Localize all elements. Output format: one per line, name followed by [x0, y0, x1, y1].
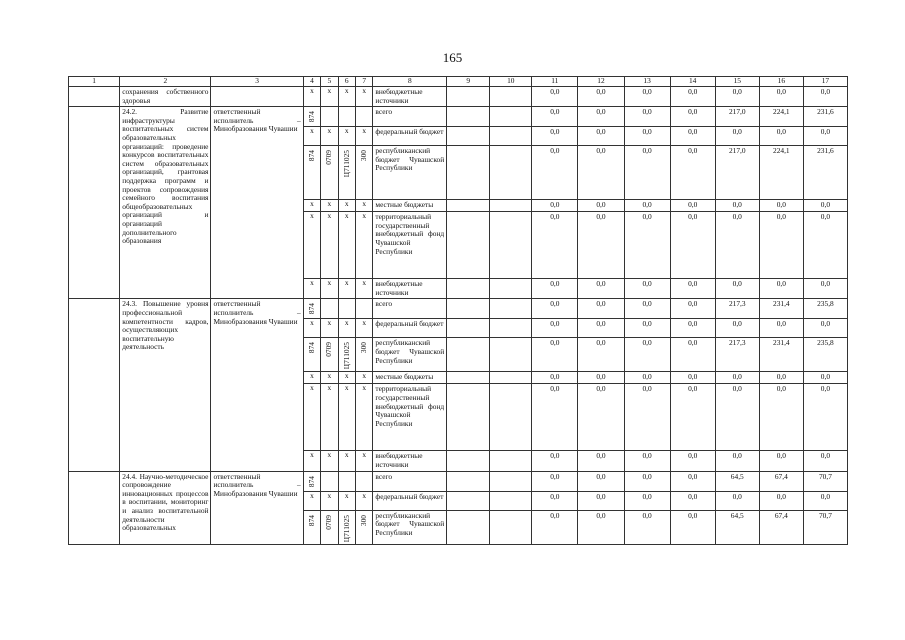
block-3-row-2-value-11: 0,0: [532, 491, 578, 510]
block-3-row-1-value-12: 0,0: [578, 471, 624, 491]
block-1-row-5-code-2: x: [321, 212, 338, 279]
block-1-row-3-code-3: [338, 146, 355, 200]
block-2-row-6-value-17: 0,0: [803, 451, 847, 471]
code-value: Ц711025: [341, 342, 351, 370]
table-row: [69, 471, 848, 491]
block-2-row-6-code-3: x: [338, 451, 355, 471]
block-2-row-1-value-14: 0,0: [670, 299, 715, 319]
block-1-row-4-value-12: 0,0: [578, 200, 624, 212]
block-3-row-3-source: республиканский бюджет Чувашской Республики: [373, 510, 447, 544]
block-2-row-5-col9: [447, 384, 490, 451]
block-1-row-4-value-16: 0,0: [759, 200, 803, 212]
block-1-row-5-value-16: 0,0: [759, 212, 803, 279]
header-cell-10: 10: [490, 77, 532, 87]
block-2-row-2-code-2: x: [321, 319, 338, 338]
block-2-row-2-col9: [447, 319, 490, 338]
block-1-row-2-value-13: 0,0: [624, 127, 670, 146]
code-value: 874: [306, 514, 316, 526]
block-2-row-5-code-4: x: [355, 384, 372, 451]
block-3-row-2-value-17: 0,0: [803, 491, 847, 510]
block-1-row-1-code-4: [355, 107, 372, 127]
carry-value-11: 0,0: [532, 87, 578, 107]
block-1-row-1-value-15: 217,0: [715, 107, 759, 127]
block-1-row-2-value-15: 0,0: [715, 127, 759, 146]
block-3-row-1-code-4: [355, 471, 372, 491]
block-2-row-3-value-13: 0,0: [624, 338, 670, 372]
block-1-row-5-value-11: 0,0: [532, 212, 578, 279]
carry-value-17: 0,0: [803, 87, 847, 107]
block-2-row-6-value-12: 0,0: [578, 451, 624, 471]
block-2-row-5-value-15: 0,0: [715, 384, 759, 451]
block-1-row-6-code-1: x: [303, 279, 320, 299]
block-2-row-5-code-2: x: [321, 384, 338, 451]
table-row: [69, 107, 848, 127]
block-1-row-3-source: республиканский бюджет Чувашской Республики: [373, 146, 447, 200]
block-3-row-1-value-15: 64,5: [715, 471, 759, 491]
block-2-row-4-value-13: 0,0: [624, 372, 670, 384]
block-1-row-2-value-14: 0,0: [670, 127, 715, 146]
carry-row: [69, 87, 848, 107]
block-2-row-2-col10: [490, 319, 532, 338]
block-1-row-5-value-17: 0,0: [803, 212, 847, 279]
block-1-text: 24.2. Развитие инфраструктуры воспитательных систем образовательных организаций: проведение конкурсов воспитательных систем образовательных организаций, грантовая поддержка программ и проектов сопровождения семейного воспитания общеобразовательных организаций и организаций дополнительного образования: [120, 107, 211, 299]
block-2-row-3-value-12: 0,0: [578, 338, 624, 372]
block-1-row-3-value-17: 231,6: [803, 146, 847, 200]
block-1-row-3-value-13: 0,0: [624, 146, 670, 200]
block-2-row-3-value-14: 0,0: [670, 338, 715, 372]
block-2-row-5-value-13: 0,0: [624, 384, 670, 451]
header-cell-8: 8: [373, 77, 447, 87]
block-2-row-2-value-14: 0,0: [670, 319, 715, 338]
block-1-row-3-code-4: [355, 146, 372, 200]
header-cell-2: 2: [120, 77, 211, 87]
block-1-row-1-value-17: 231,6: [803, 107, 847, 127]
carry-code-3: x: [338, 87, 355, 107]
block-3-row-2-code-3: x: [338, 491, 355, 510]
block-1-row-1-value-14: 0,0: [670, 107, 715, 127]
block-2-row-1-value-11: 0,0: [532, 299, 578, 319]
header-cell-3: 3: [211, 77, 303, 87]
block-3-row-2-code-4: x: [355, 491, 372, 510]
header-cell-5: 5: [321, 77, 338, 87]
block-2-row-2-source: федеральный бюджет: [373, 319, 447, 338]
block-3-row-2-value-16: 0,0: [759, 491, 803, 510]
block-2-row-1-code-3: [338, 299, 355, 319]
block-2-row-4-value-14: 0,0: [670, 372, 715, 384]
block-1-row-4-value-17: 0,0: [803, 200, 847, 212]
block-3-row-1-value-13: 0,0: [624, 471, 670, 491]
block-1-row-3-value-15: 217,0: [715, 146, 759, 200]
block-3-row-1-value-11: 0,0: [532, 471, 578, 491]
block-1-row-4-code-1: x: [303, 200, 320, 212]
block-2-row-6-code-4: x: [355, 451, 372, 471]
carry-code-4: x: [355, 87, 372, 107]
block-2-row-4-value-15: 0,0: [715, 372, 759, 384]
block-1-row-1-col9: [447, 107, 490, 127]
block-3-row-3-value-11: 0,0: [532, 510, 578, 544]
block-2-row-5-source: территориальный государственный внебюджетный фонд Чувашской Республики: [373, 384, 447, 451]
block-1-row-6-value-13: 0,0: [624, 279, 670, 299]
block-1-row-2-value-11: 0,0: [532, 127, 578, 146]
block-3-row-3-code-2: [321, 510, 338, 544]
block-3-row-3-code-4: [355, 510, 372, 544]
block-3-row-3-code-3: [338, 510, 355, 544]
code-value: 300: [359, 342, 369, 354]
block-2-row-1-value-13: 0,0: [624, 299, 670, 319]
block-1-row-5-col9: [447, 212, 490, 279]
block-2-row-6-value-11: 0,0: [532, 451, 578, 471]
carry-value-16: 0,0: [759, 87, 803, 107]
block-1-row-4-value-11: 0,0: [532, 200, 578, 212]
block-1-row-2-col9: [447, 127, 490, 146]
block-1-row-4-col10: [490, 200, 532, 212]
code-value: 300: [359, 514, 369, 526]
code-value: 0709: [324, 342, 334, 358]
carry-col3: [211, 87, 303, 107]
block-3-row-1-code-1: [303, 471, 320, 491]
page-number: 165: [442, 50, 463, 65]
block-2-row-2-value-17: 0,0: [803, 319, 847, 338]
block-1-executor: ответственный исполнитель – Минобразования Чувашии: [211, 107, 303, 299]
block-3-row-2-code-2: x: [321, 491, 338, 510]
block-2-row-4-code-3: x: [338, 372, 355, 384]
block-2-row-4-value-16: 0,0: [759, 372, 803, 384]
block-1-row-1-col10: [490, 107, 532, 127]
budget-table: [68, 76, 848, 545]
carry-value-12: 0,0: [578, 87, 624, 107]
block-3-row-3-value-14: 0,0: [670, 510, 715, 544]
block-1-row-3-code-2: [321, 146, 338, 200]
block-2-row-6-col10: [490, 451, 532, 471]
header-cell-6: 6: [338, 77, 355, 87]
block-2-row-3-code-2: [321, 338, 338, 372]
carry-code-1: x: [303, 87, 320, 107]
block-3-text: 24.4. Научно-методическое сопровождение инновационных процессов в воспитании, мониторинг и анализ воспитательной деятельности образовательных: [120, 471, 211, 544]
code-value: 874: [306, 475, 316, 487]
block-1-row-6-col10: [490, 279, 532, 299]
block-1-row-6-value-12: 0,0: [578, 279, 624, 299]
block-1-row-2-value-12: 0,0: [578, 127, 624, 146]
block-3-row-2-col9: [447, 491, 490, 510]
block-1-row-4-code-2: x: [321, 200, 338, 212]
block-2-row-1-code-2: [321, 299, 338, 319]
block-1-row-5-value-12: 0,0: [578, 212, 624, 279]
block-2-row-5-col10: [490, 384, 532, 451]
header-cell-1: 1: [69, 77, 120, 87]
block-3-row-3-value-16: 67,4: [759, 510, 803, 544]
header-cell-14: 14: [670, 77, 715, 87]
block-2-row-3-value-11: 0,0: [532, 338, 578, 372]
block-1-row-5-value-14: 0,0: [670, 212, 715, 279]
block-2-row-5-value-11: 0,0: [532, 384, 578, 451]
block-1-row-1-value-12: 0,0: [578, 107, 624, 127]
block-3-row-1-value-17: 70,7: [803, 471, 847, 491]
block-3-row-1-code-3: [338, 471, 355, 491]
block-1-row-6-value-11: 0,0: [532, 279, 578, 299]
block-1-row-6-value-15: 0,0: [715, 279, 759, 299]
block-2-row-3-code-3: [338, 338, 355, 372]
block-1-row-6-value-16: 0,0: [759, 279, 803, 299]
block-2-row-1-source: всего: [373, 299, 447, 319]
block-3-row-2-value-14: 0,0: [670, 491, 715, 510]
block-3-row-3-value-13: 0,0: [624, 510, 670, 544]
block-1-row-4-code-3: x: [338, 200, 355, 212]
block-2-row-4-source: местные бюджеты: [373, 372, 447, 384]
block-1-row-3-value-14: 0,0: [670, 146, 715, 200]
carry-value-14: 0,0: [670, 87, 715, 107]
block-1-row-4-source: местные бюджеты: [373, 200, 447, 212]
header-cell-17: 17: [803, 77, 847, 87]
code-value: Ц711025: [341, 150, 351, 178]
header-cell-12: 12: [578, 77, 624, 87]
block-3-row-2-value-15: 0,0: [715, 491, 759, 510]
code-value: 0709: [324, 514, 334, 530]
block-2-row-1-value-15: 217,3: [715, 299, 759, 319]
block-3-row-1-col10: [490, 471, 532, 491]
block-1-row-3-value-16: 224,1: [759, 146, 803, 200]
block-1-col1: [69, 107, 120, 299]
block-1-row-6-source: внебюджетные источники: [373, 279, 447, 299]
block-1-row-5-col10: [490, 212, 532, 279]
block-1-row-5-value-13: 0,0: [624, 212, 670, 279]
header-cell-9: 9: [447, 77, 490, 87]
block-2-row-6-value-16: 0,0: [759, 451, 803, 471]
block-2-row-4-code-2: x: [321, 372, 338, 384]
block-3-row-3-col9: [447, 510, 490, 544]
block-2-row-1-value-12: 0,0: [578, 299, 624, 319]
block-3-row-2-value-12: 0,0: [578, 491, 624, 510]
block-1-row-3-value-11: 0,0: [532, 146, 578, 200]
block-2-row-2-value-13: 0,0: [624, 319, 670, 338]
code-value: 0709: [324, 150, 334, 165]
block-1-row-2-value-16: 0,0: [759, 127, 803, 146]
code-value: 874: [306, 342, 316, 354]
block-1-row-2-code-3: x: [338, 127, 355, 146]
block-2-row-6-value-14: 0,0: [670, 451, 715, 471]
block-1-row-2-col10: [490, 127, 532, 146]
block-1-row-1-value-16: 224,1: [759, 107, 803, 127]
block-2-col1: [69, 299, 120, 471]
block-2-row-6-col9: [447, 451, 490, 471]
carry-col1: [69, 87, 120, 107]
block-1-row-6-value-17: 0,0: [803, 279, 847, 299]
block-3-row-2-code-1: x: [303, 491, 320, 510]
block-1-row-3-code-1: [303, 146, 320, 200]
block-1-row-5-source: территориальный государственный внебюджетный фонд Чувашской Республики: [373, 212, 447, 279]
block-2-row-3-value-17: 235,8: [803, 338, 847, 372]
block-3-row-3-code-1: [303, 510, 320, 544]
header-cell-16: 16: [759, 77, 803, 87]
block-1-row-4-col9: [447, 200, 490, 212]
block-2-row-2-value-11: 0,0: [532, 319, 578, 338]
block-2-row-2-value-12: 0,0: [578, 319, 624, 338]
block-3-row-2-source: федеральный бюджет: [373, 491, 447, 510]
block-3-row-2-col10: [490, 491, 532, 510]
block-3-row-3-value-12: 0,0: [578, 510, 624, 544]
header-cell-4: 4: [303, 77, 320, 87]
block-2-row-3-col9: [447, 338, 490, 372]
block-2-row-3-code-4: [355, 338, 372, 372]
block-1-row-3-value-12: 0,0: [578, 146, 624, 200]
block-3-row-1-value-16: 67,4: [759, 471, 803, 491]
block-1-row-6-code-4: x: [355, 279, 372, 299]
block-2-row-1-value-17: 235,8: [803, 299, 847, 319]
block-1-row-5-value-15: 0,0: [715, 212, 759, 279]
block-3-executor: ответственный исполнитель – Минобразования Чувашии: [211, 471, 303, 544]
block-1-row-3-col9: [447, 146, 490, 200]
block-2-row-5-value-17: 0,0: [803, 384, 847, 451]
block-1-row-5-code-3: x: [338, 212, 355, 279]
block-1-row-6-code-2: x: [321, 279, 338, 299]
block-2-row-2-value-16: 0,0: [759, 319, 803, 338]
block-2-row-1-col9: [447, 299, 490, 319]
code-value: Ц711025: [341, 514, 351, 542]
block-1-row-2-source: федеральный бюджет: [373, 127, 447, 146]
block-2-row-2-code-4: x: [355, 319, 372, 338]
block-3-row-1-value-14: 0,0: [670, 471, 715, 491]
block-2-row-2-code-3: x: [338, 319, 355, 338]
block-2-row-3-value-16: 231,4: [759, 338, 803, 372]
block-2-row-4-col9: [447, 372, 490, 384]
block-2-row-1-value-16: 231,4: [759, 299, 803, 319]
code-value: 874: [306, 150, 316, 162]
block-3-row-3-value-15: 64,5: [715, 510, 759, 544]
block-2-row-4-value-11: 0,0: [532, 372, 578, 384]
header-row: [69, 77, 848, 87]
carry-text: сохранения собственного здоровья: [120, 87, 211, 107]
carry-col9: [447, 87, 490, 107]
block-3-row-3-col10: [490, 510, 532, 544]
block-2-row-5-value-16: 0,0: [759, 384, 803, 451]
block-2-row-1-code-4: [355, 299, 372, 319]
block-2-row-6-code-2: x: [321, 451, 338, 471]
block-2-row-2-code-1: x: [303, 319, 320, 338]
block-2-row-3-col10: [490, 338, 532, 372]
block-1-row-1-value-13: 0,0: [624, 107, 670, 127]
block-2-row-1-col10: [490, 299, 532, 319]
block-2-row-4-value-17: 0,0: [803, 372, 847, 384]
block-2-row-5-code-3: x: [338, 384, 355, 451]
block-2-row-2-value-15: 0,0: [715, 319, 759, 338]
block-2-row-5-code-1: x: [303, 384, 320, 451]
block-2-executor: ответственный исполнитель – Минобразования Чувашии: [211, 299, 303, 471]
block-1-row-2-value-17: 0,0: [803, 127, 847, 146]
block-1-row-6-value-14: 0,0: [670, 279, 715, 299]
block-2-row-6-value-15: 0,0: [715, 451, 759, 471]
block-2-row-3-source: республиканский бюджет Чувашской Республики: [373, 338, 447, 372]
block-1-row-6-code-3: x: [338, 279, 355, 299]
header-cell-15: 15: [715, 77, 759, 87]
block-1-row-4-value-14: 0,0: [670, 200, 715, 212]
block-2-row-4-col10: [490, 372, 532, 384]
block-1-row-4-value-15: 0,0: [715, 200, 759, 212]
block-1-row-1-code-3: [338, 107, 355, 127]
block-1-row-1-value-11: 0,0: [532, 107, 578, 127]
header-cell-7: 7: [355, 77, 372, 87]
block-3-row-3-value-17: 70,7: [803, 510, 847, 544]
code-value: 874: [306, 111, 316, 123]
code-value: 874: [306, 303, 316, 315]
block-2-row-5-value-12: 0,0: [578, 384, 624, 451]
block-1-row-4-code-4: x: [355, 200, 372, 212]
block-1-row-5-code-1: x: [303, 212, 320, 279]
block-2-row-6-value-13: 0,0: [624, 451, 670, 471]
header-cell-11: 11: [532, 77, 578, 87]
block-1-row-4-value-13: 0,0: [624, 200, 670, 212]
carry-code-2: x: [321, 87, 338, 107]
block-1-row-2-code-2: x: [321, 127, 338, 146]
block-1-row-5-code-4: x: [355, 212, 372, 279]
block-1-row-1-source: всего: [373, 107, 447, 127]
block-2-row-1-code-1: [303, 299, 320, 319]
header-cell-13: 13: [624, 77, 670, 87]
carry-col10: [490, 87, 532, 107]
block-2-row-3-value-15: 217,3: [715, 338, 759, 372]
block-2-row-6-code-1: x: [303, 451, 320, 471]
carry-source: внебюджетные источники: [373, 87, 447, 107]
block-1-row-2-code-4: x: [355, 127, 372, 146]
block-3-row-1-code-2: [321, 471, 338, 491]
carry-value-15: 0,0: [715, 87, 759, 107]
block-1-row-1-code-1: [303, 107, 320, 127]
block-1-row-3-col10: [490, 146, 532, 200]
block-3-row-1-col9: [447, 471, 490, 491]
block-2-row-4-code-1: x: [303, 372, 320, 384]
code-value: 300: [359, 150, 369, 162]
block-2-row-4-value-12: 0,0: [578, 372, 624, 384]
block-1-row-2-code-1: x: [303, 127, 320, 146]
block-3-row-2-value-13: 0,0: [624, 491, 670, 510]
carry-value-13: 0,0: [624, 87, 670, 107]
block-3-col1: [69, 471, 120, 544]
block-3-row-1-source: всего: [373, 471, 447, 491]
block-1-row-1-code-2: [321, 107, 338, 127]
block-1-row-6-col9: [447, 279, 490, 299]
block-2-text: 24.3. Повышение уровня профессиональной компетентности кадров, осуществляющих воспитательную деятельность: [120, 299, 211, 471]
block-2-row-5-value-14: 0,0: [670, 384, 715, 451]
block-2-row-6-source: внебюджетные источники: [373, 451, 447, 471]
block-2-row-4-code-4: x: [355, 372, 372, 384]
block-2-row-3-code-1: [303, 338, 320, 372]
table-row: [69, 299, 848, 319]
